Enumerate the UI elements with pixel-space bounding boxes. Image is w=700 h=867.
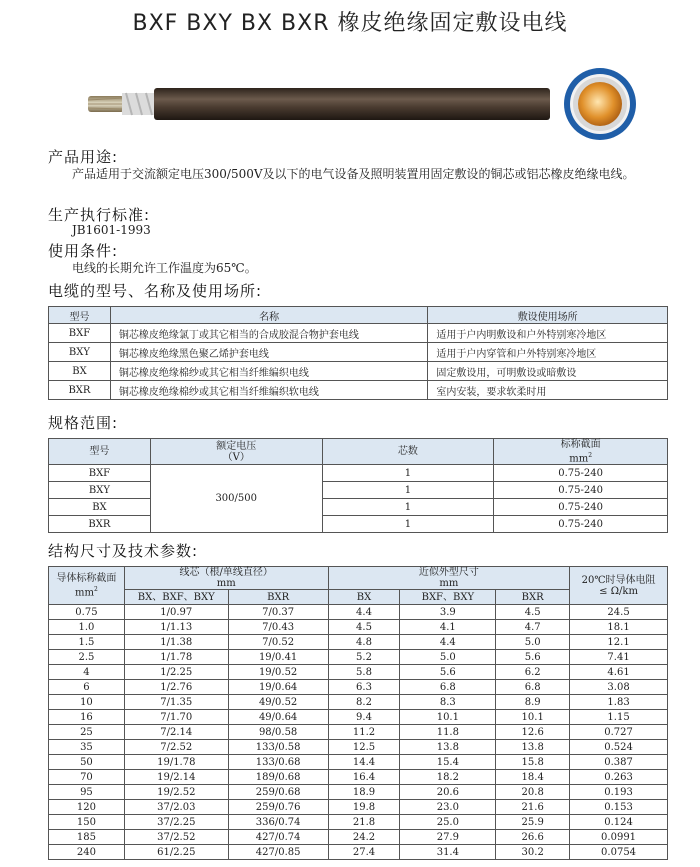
table-row (49, 680, 668, 695)
subheader-cell: BXR (496, 590, 570, 605)
table-row (49, 830, 668, 845)
section-cell: 120 (49, 800, 125, 815)
od-bx-cell: 6.3 (328, 680, 400, 695)
core-bx-cell: 1/2.76 (124, 680, 228, 695)
name-cell: 铜芯橡皮绝缘黑色聚乙烯护套电线 (110, 343, 427, 362)
model-cell: BXY (49, 482, 151, 499)
struct-table (48, 566, 668, 860)
od-bxf-cell: 15.4 (400, 755, 496, 770)
header-text: 20℃时导体电阻 (581, 574, 656, 586)
cores-cell: 1 (322, 516, 494, 533)
usage-cell: 适用于户内明敷设和户外特别寒冷地区 (428, 324, 668, 343)
od-bxr-cell: 6.2 (496, 665, 570, 680)
core-bxr-cell: 7/0.37 (228, 605, 328, 620)
section-cell: 240 (49, 845, 125, 860)
header-cell: 标称截面 $mm^2$ (494, 439, 668, 465)
conditions-heading: 使用条件: (48, 242, 119, 260)
core-bx-cell: 19/2.52 (124, 785, 228, 800)
core-bxr-cell: 49/0.52 (228, 695, 328, 710)
table-row (49, 620, 668, 635)
od-bxf-cell: 3.9 (400, 605, 496, 620)
core-bx-cell: 19/2.14 (124, 770, 228, 785)
od-bxf-cell: 31.4 (400, 845, 496, 860)
od-bxf-cell: 4.4 (400, 635, 496, 650)
cores-cell: 1 (322, 482, 494, 499)
core-bx-cell: 7/1.70 (124, 710, 228, 725)
core-bx-cell: 61/2.25 (124, 845, 228, 860)
od-bxr-cell: 5.0 (496, 635, 570, 650)
standard-heading: 生产执行标准: (48, 206, 151, 224)
resistance-cell: 0.153 (570, 800, 668, 815)
od-bx-cell: 11.2 (328, 725, 400, 740)
table-row (49, 635, 668, 650)
core-bxr-cell: 259/0.68 (228, 785, 328, 800)
core-bxr-cell: 133/0.68 (228, 755, 328, 770)
table-row (49, 381, 668, 400)
model-cell: BXR (49, 381, 111, 400)
header-cell: 型号 (49, 439, 151, 465)
resistance-cell: 1.83 (570, 695, 668, 710)
section-cell: 0.75 (49, 605, 125, 620)
od-bx-cell: 5.8 (328, 665, 400, 680)
table-row (49, 755, 668, 770)
table-row (49, 499, 668, 516)
cable-illustration (86, 58, 646, 158)
od-bxf-cell: 18.2 (400, 770, 496, 785)
core-bxr-cell: 7/0.52 (228, 635, 328, 650)
struct-heading: 结构尺寸及技术参数: (48, 542, 199, 560)
core-bx-cell: 1/1.38 (124, 635, 228, 650)
od-bx-cell: 4.4 (328, 605, 400, 620)
resistance-cell: 7.41 (570, 650, 668, 665)
header-cell (570, 567, 668, 605)
od-bx-cell: 24.2 (328, 830, 400, 845)
resistance-cell: 0.124 (570, 815, 668, 830)
od-bxf-cell: 5.6 (400, 665, 496, 680)
header-text: 额定电压 (216, 440, 257, 452)
od-bxr-cell: 10.1 (496, 710, 570, 725)
spec-heading: 规格范围: (48, 414, 119, 432)
header-unit: mm (439, 578, 459, 589)
table-row (49, 605, 668, 620)
cable-jacket (154, 88, 550, 120)
table-row (49, 695, 668, 710)
table-row (49, 815, 668, 830)
od-bx-cell: 4.5 (328, 620, 400, 635)
od-bx-cell: 18.9 (328, 785, 400, 800)
resistance-cell: 0.0991 (570, 830, 668, 845)
resistance-cell: 4.61 (570, 665, 668, 680)
resistance-cell: 12.1 (570, 635, 668, 650)
header-cell: 导体标称截面 $mm^2$ (49, 567, 125, 605)
table-row (49, 800, 668, 815)
table-row (49, 324, 668, 343)
od-bx-cell: 9.4 (328, 710, 400, 725)
resistance-cell: 0.727 (570, 725, 668, 740)
od-bxf-cell: 8.3 (400, 695, 496, 710)
core-bx-cell: 19/1.78 (124, 755, 228, 770)
section-cell: 4 (49, 665, 125, 680)
resistance-cell: 0.263 (570, 770, 668, 785)
od-bxr-cell: 25.9 (496, 815, 570, 830)
cable-cross-section (564, 68, 636, 140)
conditions-text: 电线的长期允许工作温度为65℃。 (72, 261, 257, 275)
od-bx-cell: 12.5 (328, 740, 400, 755)
spec-header-row (49, 439, 668, 465)
core-bxr-cell: 19/0.52 (228, 665, 328, 680)
name-cell: 铜芯橡皮绝缘棉纱或其它相当纤维编织电线 (110, 362, 427, 381)
cores-cell: 1 (322, 465, 494, 482)
section-cell: 10 (49, 695, 125, 710)
header-unit: mm (569, 453, 589, 465)
section-cell: 150 (49, 815, 125, 830)
table-row (49, 516, 668, 533)
section-cell: 0.75-240 (494, 482, 668, 499)
subheader-cell: BX、BXF、BXY (124, 590, 228, 605)
header-text: 线芯（根/单线直径） (179, 567, 273, 578)
od-bxf-cell: 20.6 (400, 785, 496, 800)
od-bx-cell: 5.2 (328, 650, 400, 665)
core-bx-cell: 37/2.25 (124, 815, 228, 830)
resistance-cell: 0.0754 (570, 845, 668, 860)
table-row (49, 665, 668, 680)
table-row (49, 482, 668, 499)
table-row (49, 362, 668, 381)
section-cell: 0.75-240 (494, 465, 668, 482)
table-row (49, 465, 668, 482)
od-bxr-cell: 15.8 (496, 755, 570, 770)
header-unit: mm (75, 587, 94, 599)
od-bxr-cell: 26.6 (496, 830, 570, 845)
page-title: BXF BXY BX BXR 橡皮绝缘固定敷设电线 (132, 11, 568, 36)
subheader-cell: BXR (228, 590, 328, 605)
spec-table (48, 438, 668, 533)
od-bxf-cell: 27.9 (400, 830, 496, 845)
model-cell: BXF (49, 324, 111, 343)
table-row (49, 343, 668, 362)
od-bxf-cell: 6.8 (400, 680, 496, 695)
model-cell: BX (49, 362, 111, 381)
header-cell (150, 439, 322, 465)
header-cell: 敷设使用场所 (428, 307, 668, 324)
header-unit: （V） (222, 451, 250, 463)
od-bx-cell: 27.4 (328, 845, 400, 860)
model-cell: BXY (49, 343, 111, 362)
resistance-cell: 24.5 (570, 605, 668, 620)
od-bxr-cell: 13.8 (496, 740, 570, 755)
table-row (49, 785, 668, 800)
header-text: 标称截面 (560, 439, 601, 450)
section-cell: 25 (49, 725, 125, 740)
core-bx-cell: 1/1.13 (124, 620, 228, 635)
core-bxr-cell: 7/0.43 (228, 620, 328, 635)
resistance-cell: 1.15 (570, 710, 668, 725)
table-row (49, 650, 668, 665)
core-bx-cell: 7/2.52 (124, 740, 228, 755)
core-bx-cell: 37/2.03 (124, 800, 228, 815)
usage-cell: 适用于户内穿管和户外特别寒冷地区 (428, 343, 668, 362)
copper-strands (88, 96, 124, 112)
od-bxr-cell: 8.9 (496, 695, 570, 710)
core-bxr-cell: 336/0.74 (228, 815, 328, 830)
models-header-row (49, 307, 668, 324)
table-row (49, 740, 668, 755)
struct-header-row (49, 567, 668, 590)
resistance-cell: 0.524 (570, 740, 668, 755)
core-bxr-cell: 19/0.41 (228, 650, 328, 665)
od-bxf-cell: 4.1 (400, 620, 496, 635)
od-bx-cell: 16.4 (328, 770, 400, 785)
od-bxr-cell: 4.7 (496, 620, 570, 635)
model-cell: BXF (49, 465, 151, 482)
header-cell (124, 567, 328, 590)
section-cell: 2.5 (49, 650, 125, 665)
table-row (49, 845, 668, 860)
usage-heading: 产品用途: (48, 148, 119, 166)
resistance-cell: 3.08 (570, 680, 668, 695)
od-bxf-cell: 13.8 (400, 740, 496, 755)
header-unit: ≤ Ω/km (599, 585, 638, 597)
section-cell: 95 (49, 785, 125, 800)
od-bxf-cell: 5.0 (400, 650, 496, 665)
od-bx-cell: 21.8 (328, 815, 400, 830)
core-bx-cell: 7/1.35 (124, 695, 228, 710)
standard-text: JB1601-1993 (72, 223, 151, 237)
od-bxr-cell: 20.8 (496, 785, 570, 800)
core-bx-cell: 1/2.25 (124, 665, 228, 680)
name-cell: 铜芯橡皮绝缘棉纱或其它相当纤维编织软电线 (110, 381, 427, 400)
insulation-layer (122, 93, 156, 115)
header-cell: 芯数 (322, 439, 494, 465)
core-bxr-cell: 427/0.74 (228, 830, 328, 845)
voltage-cell: 300/500 (150, 465, 322, 533)
model-cell: BX (49, 499, 151, 516)
od-bx-cell: 14.4 (328, 755, 400, 770)
resistance-cell: 18.1 (570, 620, 668, 635)
core-bxr-cell: 19/0.64 (228, 680, 328, 695)
cores-cell: 1 (322, 499, 494, 516)
resistance-cell: 0.387 (570, 755, 668, 770)
table-row (49, 710, 668, 725)
section-cell: 1.5 (49, 635, 125, 650)
core-bxr-cell: 98/0.58 (228, 725, 328, 740)
section-cell: 35 (49, 740, 125, 755)
od-bxf-cell: 10.1 (400, 710, 496, 725)
od-bxr-cell: 21.6 (496, 800, 570, 815)
models-table (48, 306, 668, 400)
core-bxr-cell: 49/0.64 (228, 710, 328, 725)
header-cell: 名称 (110, 307, 427, 324)
section-cell: 1.0 (49, 620, 125, 635)
od-bxr-cell: 4.5 (496, 605, 570, 620)
usage-cell: 固定敷设用，可明敷设或暗敷设 (428, 362, 668, 381)
header-text: 近似外型尺寸 (418, 567, 479, 578)
subheader-cell: BXF、BXY (400, 590, 496, 605)
usage-text: 产品适用于交流额定电压300/500V及以下的电气设备及照明装置用固定敷设的铜芯或铝芯橡皮绝缘电线。 (72, 167, 635, 181)
od-bxr-cell: 5.6 (496, 650, 570, 665)
header-unit: mm (216, 578, 236, 589)
header-text: 导体标称截面 (56, 572, 117, 584)
od-bx-cell: 19.8 (328, 800, 400, 815)
table-row (49, 725, 668, 740)
struct-table-body (49, 605, 668, 860)
core-bx-cell: 7/2.14 (124, 725, 228, 740)
model-cell: BXR (49, 516, 151, 533)
section-cell: 0.75-240 (494, 516, 668, 533)
section-cell: 70 (49, 770, 125, 785)
core-bxr-cell: 427/0.85 (228, 845, 328, 860)
section-cell: 0.75-240 (494, 499, 668, 516)
subheader-cell: BX (328, 590, 400, 605)
name-cell: 铜芯橡皮绝缘氯丁或其它相当的合成胶混合物护套电线 (110, 324, 427, 343)
od-bxr-cell: 30.2 (496, 845, 570, 860)
core-bxr-cell: 189/0.68 (228, 770, 328, 785)
core-bx-cell: 1/0.97 (124, 605, 228, 620)
header-cell: 型号 (49, 307, 111, 324)
od-bxr-cell: 6.8 (496, 680, 570, 695)
core-bx-cell: 1/1.78 (124, 650, 228, 665)
core-bx-cell: 37/2.52 (124, 830, 228, 845)
core-bxr-cell: 259/0.76 (228, 800, 328, 815)
od-bxr-cell: 18.4 (496, 770, 570, 785)
table-row (49, 770, 668, 785)
od-bxr-cell: 12.6 (496, 725, 570, 740)
models-heading: 电缆的型号、名称及使用场所: (48, 282, 263, 300)
section-cell: 185 (49, 830, 125, 845)
od-bxf-cell: 25.0 (400, 815, 496, 830)
core-bxr-cell: 133/0.58 (228, 740, 328, 755)
usage-cell: 室内安装，要求软柔时用 (428, 381, 668, 400)
resistance-cell: 0.193 (570, 785, 668, 800)
od-bx-cell: 4.8 (328, 635, 400, 650)
od-bx-cell: 8.2 (328, 695, 400, 710)
section-cell: 6 (49, 680, 125, 695)
od-bxf-cell: 11.8 (400, 725, 496, 740)
header-cell (328, 567, 570, 590)
section-cell: 50 (49, 755, 125, 770)
section-cell: 16 (49, 710, 125, 725)
od-bxf-cell: 23.0 (400, 800, 496, 815)
